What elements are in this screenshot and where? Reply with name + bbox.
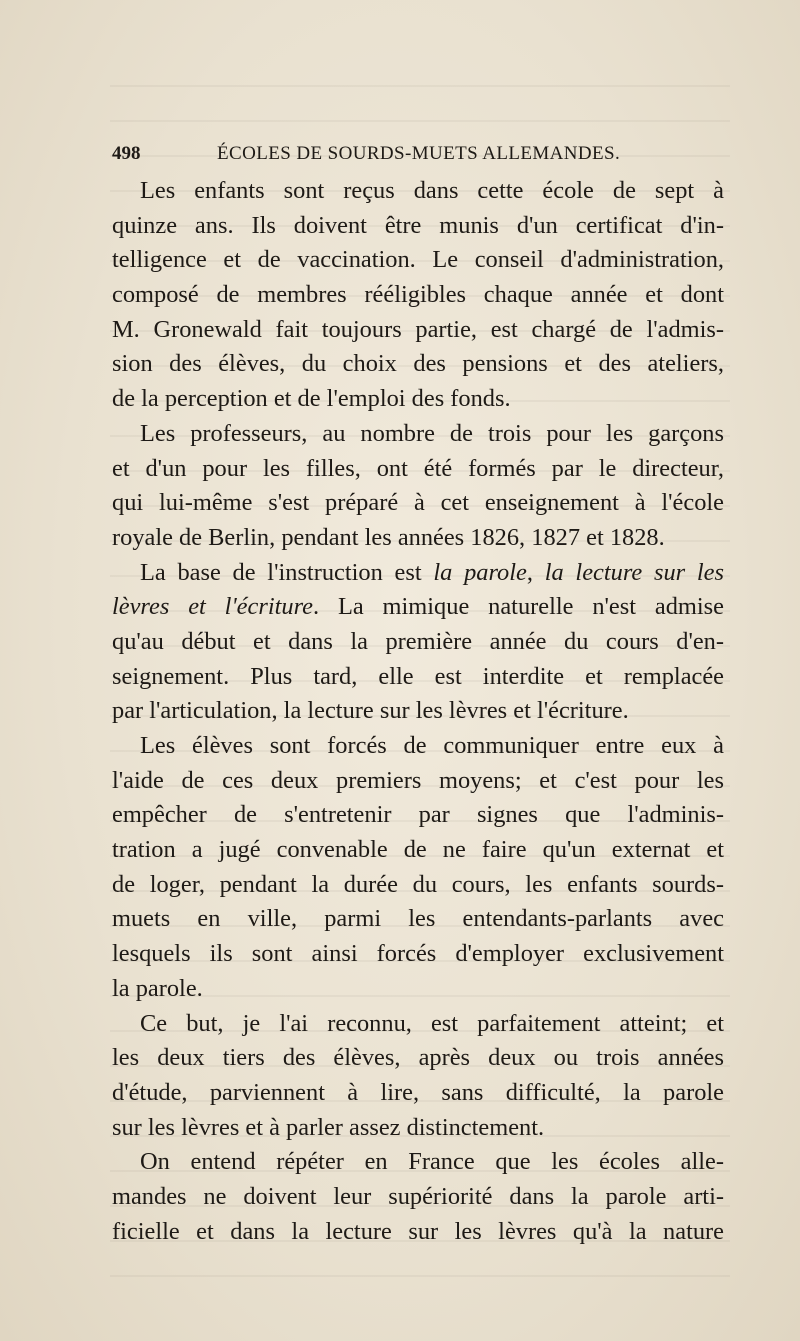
italic-segment: la parole [433,558,527,586]
text-line: qui lui-même s'est préparé à cet enseignement à l'école [112,489,724,517]
text-line: empêcher de s'entretenir par signes que l'adminis- [112,801,724,829]
text-line [112,590,724,625]
text-line: lesquels ils sont ainsi forcés d'employer exclusivement [112,940,724,968]
text-segment: La base de l'instruction est [140,558,434,586]
text-line: de la perception et de l'emploi des fonds. [112,385,511,413]
text-line: de loger, pendant la durée du cours, les enfants sourds- [112,870,724,898]
text-line: telligence et de vaccination. Le conseil d'administration, [112,246,724,274]
text-line: par l'articulation, la lecture sur les lèvres et l'écriture. [112,697,629,725]
text-line: ficielle et dans la lecture sur les lèvres qu'à la nature [112,1217,724,1245]
text-line: Les enfants sont reçus dans cette école de sept à [140,177,724,204]
text-line: la parole. [112,974,203,1002]
text-line: M. Gronewald fait toujours partie, est chargé de l'admis- [112,315,724,343]
text-line: seignement. Plus tard, elle est interdite et remplacée [112,662,724,690]
text-line: Les professeurs, au nombre de trois pour les garçons [140,419,724,447]
text-line: Ce but, je l'ai reconnu, est parfaitement atteint; et [140,1009,724,1037]
text-segment: , [526,558,545,586]
text-line: quinze ans. Ils doivent être munis d'un certificat d'in- [112,211,724,239]
text-line: qu'au début et dans la première année du cours d'en- [112,627,724,655]
text-line: Les élèves sont forcés de communiquer entre eux à [140,732,724,759]
text-line: sion des élèves, du choix des pensions et des ateliers, [112,350,724,378]
text-line: d'étude, parviennent à lire, sans difficulté, la parole [112,1078,724,1106]
text-line [112,556,724,591]
body-text [112,174,724,1249]
text-line: royale de Berlin, pendant les années 1826, 1827 et 1828. [112,523,665,551]
italic-segment: lèvres et l'écriture [112,593,313,621]
page-header [112,143,724,167]
running-title: ÉCOLES DE SOURDS-MUETS ALLEMANDES. [217,143,621,164]
text-line: muets en ville, parmi les entendants-parlants avec [112,905,724,933]
italic-segment: la lecture sur les [544,558,724,586]
text-line: tration a jugé convenable de ne faire qu'un externat et [112,836,724,864]
text-segment: . La mimique naturelle n'est admise [312,593,724,621]
text-line: l'aide de ces deux premiers moyens; et c'est pour les [112,766,724,794]
text-line: composé de membres rééligibles chaque année et dont [112,281,724,309]
text-line: sur les lèvres et à parler assez distinctement. [112,1113,545,1141]
text-line: les deux tiers des élèves, après deux ou trois années [112,1044,724,1072]
page-number: 498 [112,143,141,164]
text-line: et d'un pour les filles, ont été formés par le directeur, [112,454,724,482]
text-line: On entend répéter en France que les écoles alle- [140,1148,724,1176]
text-line: mandes ne doivent leur supériorité dans la parole arti- [112,1182,724,1210]
